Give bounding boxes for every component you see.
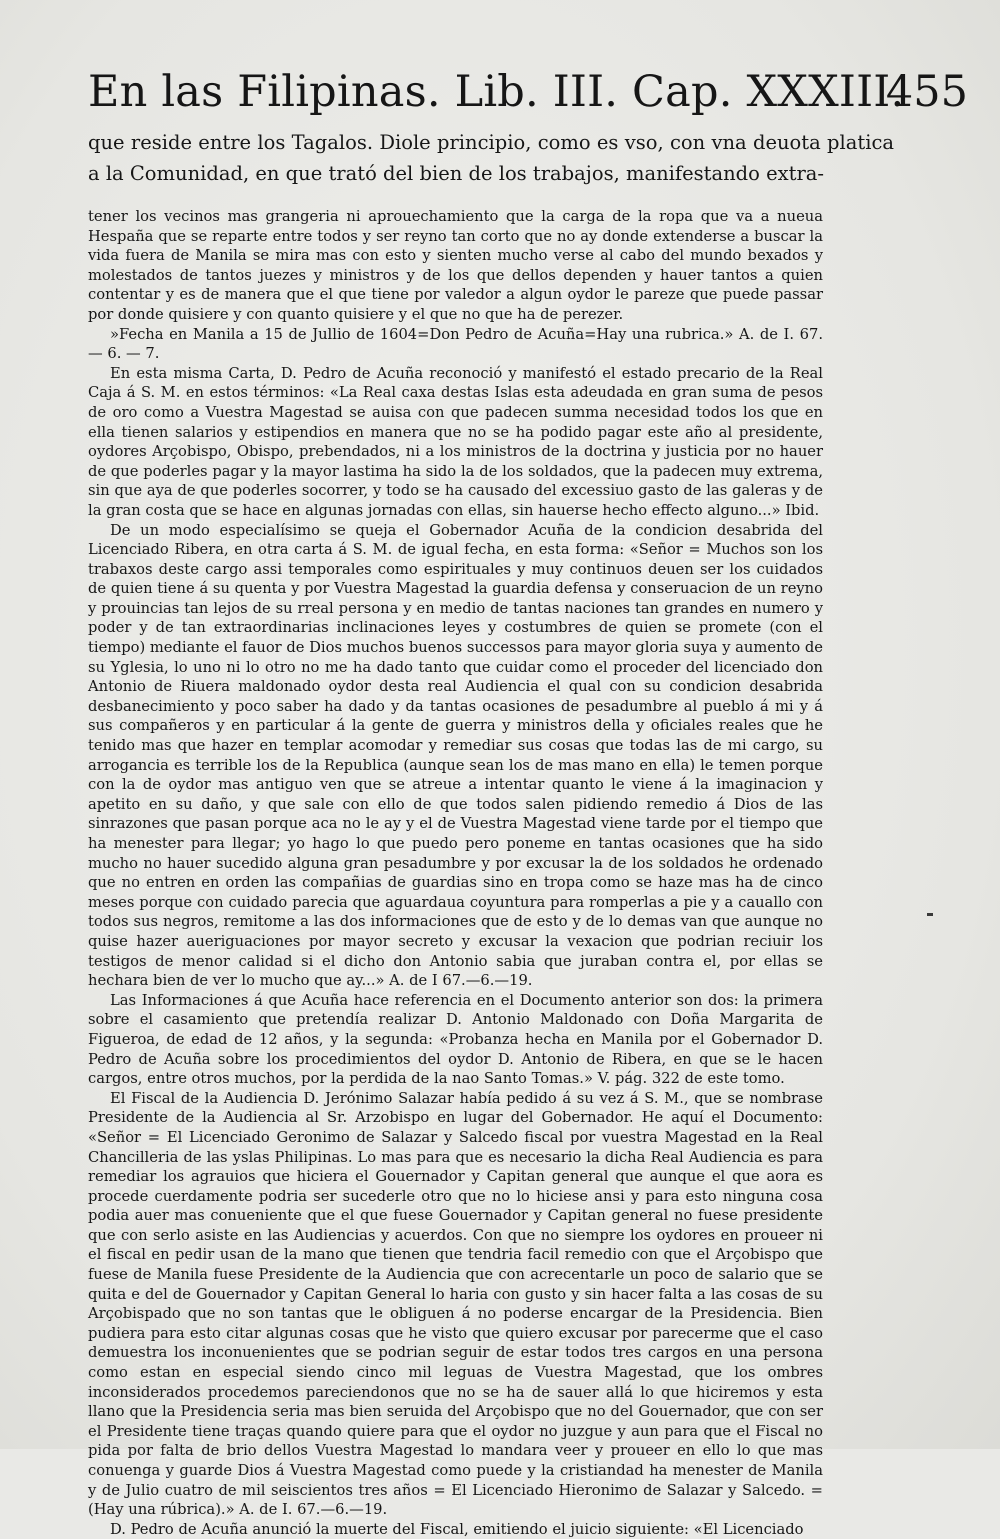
body-text: [88, 207, 823, 1539]
running-head: [88, 62, 968, 126]
paragraph: D. Pedro de Acuña anunció la muerte del Fiscal, emitiendo el juicio siguiente: «El Licenciado: [110, 1520, 804, 1538]
paragraph: »Fecha en Manila a 15 de Jullio de 1604=Don Pedro de Acuña=Hay una rubrica.» A. de I. 67. — 6. — 7.: [88, 325, 823, 363]
paragraph: En esta misma Carta, D. Pedro de Acuña reconoció y manifestó el estado precario de la Real Caja á S. M. en estos términos: «La Real caxa destas Islas esta adeudada en gran suma de pesos de oro como a Vuestra Magestad se auisa con que padecen summa necesidad todos los que en ella tienen salarios y estipendios en manera que no se ha podido pagar este año al presidente, oydores Arçobispo, Obispo, prebendados, ni a los ministros de la doctrina y justicia por no hauer de que poderles pagar y la mayor lastima ha sido la de los soldados, que la padecen muy extrema, sin que aya de que poderles socorrer, y todo se ha causado del excessiuo gasto de las galeras y de la gran costa que se hace en algunas jornadas con ellas, sin hauerse hecho effecto alguno...» Ibid.: [88, 364, 823, 519]
paragraph: Las Informaciones á que Acuña hace referencia en el Documento anterior son dos: la primera sobre el casamiento que pretendía realizar D. Antonio Maldonado con Doña Margarita de Figueroa, de edad de 12 años, y la segunda: «Probanza hecha en Manila por el Gobernador D. Pedro de Acuña sobre los procedimientos del oydor D. Antonio de Ribera, en que se le hacen cargos, entre otros muchos, por la perdida de la nao Santo Tomas.» V. pág. 322 de este tomo.: [88, 991, 823, 1088]
page-number: 455: [885, 67, 968, 117]
running-title: En las Filipinas. Lib. III. Cap. XXXIII.: [88, 67, 905, 117]
margin-mark: [927, 913, 933, 916]
paragraph: De un modo especialísimo se queja el Gobernador Acuña de la condicion desabrida del Licenciado Ribera, en otra carta á S. M. de igual fecha, en esta forma: «Señor = Muchos son los trabaxos deste cargo assi temporales como espirituales y muy continuos deuen ser los cuidados de quien tiene á su quenta y por Vuestra Magestad la guardia defensa y conseruacion de un reyno y prouincias tan lejos de su rreal persona y en medio de tantas naciones tan grandes en numero y poder y de tan extraordinarias inclinaciones leyes y costumbres de quien se promete (con el tiempo) mediante el fauor de Dios muchos buenos successos para mayor gloria suya y aumento de su Yglesia, lo uno ni lo otro no me ha dado tanto que cuidar como el proceder del licenciado don Antonio de Riuera maldonado oydor desta real Audiencia el qual con su condicion desabrida desbanecimiento y poco saber ha dado y da tantas ocasiones de pesadumbre al pueblo á mi y á sus compañeros y en particular á la gente de guerra y ministros della y oficiales reales que he tenido mas que hazer en templar acomodar y remediar sus cosas que todas las de mi cargo, su arrogancia es terrible los de la Republica (aunque sean los de mas mano en ella) le temen porque con la de oydor mas antiguo ven que se atreue a intentar quanto le viene á la imaginacion y apetito en su daño, y que sale con ello de que todos salen pidiendo remedio á Dios de las sinrazones que pasan porque aca no le ay y el de Vuestra Magestad viene tarde por el tiempo que ha menester para llegar; yo hago lo que puedo pero poneme en tantas ocasiones que ha sido mucho no hauer sucedido alguna gran pesadumbre y por excusar la de los soldados he ordenado que no entren en orden las compañias de guardias sino en tropa como se haze mas ha de cinco meses porque con cuidado parecia que aguardaua coyuntura para romperlas a pie y a cauallo con todos sus negros, remitome a las dos informaciones que de esto y de lo demas van que aunque no quise hazer aueriguaciones por mayor secreto y excusar la vexacion que podrian reciuir los testigos de menor calidad si el dicho don Antonio sabia que juraban contra el, por ellas se hechara bien de ver lo mucho que ay...» A. de I 67.—6.—19.: [88, 521, 823, 990]
paragraph: tener los vecinos mas grangeria ni aprouechamiento que la carga de la ropa que va a nueua Hespaña que se reparte entre todos y ser reyno tan corto que no ay donde extenderse a buscar la vida fuera de Manila se mira mas con esto y sienten mucho verse al cabo del mundo bexados y molestados de tantos juezes y ministros y de los que dellos dependen y hauer tantos a quien contentar y es de manera que el que tiene por valedor a algun oydor le pareze que puede passar por donde quisiere y con quanto quisiere y el que no que ha de perezer.: [88, 208, 823, 323]
paragraph: El Fiscal de la Audiencia D. Jerónimo Salazar había pedido á su vez á S. M., que se nombrase Presidente de la Audiencia al Sr. Arzobispo en lugar del Gobernador. He aquí el Documento: «Señor = El Licenciado Geronimo de Salazar y Salcedo fiscal por vuestra Magestad en la Real Chancilleria de las yslas Philipinas. Lo mas para que es necesario la dicha Real Audiencia es para remediar los agrauios que hiciera el Gouernador y Capitan general que aunque el que aora es procede cuerdamente podria ser sucederle otro que no lo hiciese ansi y para esto ninguna cosa podia auer mas conueniente que el que fuese Gouernador y Capitan general no fuese presidente que con serlo asiste en las Audiencias y acuerdos. Con que no siempre los oydores en proueer ni el fiscal en pedir usan de la mano que tienen que tendria facil remedio con que el Arçobispo que fuese de Manila fuese Presidente de la Audiencia que con acrecentarle un poco de salario que se quita e del de Gouernador y Capitan General lo haria con gusto y sin hacer falta a las cosas de su Arçobispado que no son tantas que le obliguen á no poderse encargar de la Presidencia. Bien pudiera para esto citar algunas cosas que he visto que quiero excusar por parecerme que el caso demuestra los inconuenientes que se podrian seguir de estar todos tres cargos en una persona como estan en especial siendo cinco mil leguas de Vuestra Magestad, que los ombres inconsiderados procedemos pareciendonos que no se ha de sauer allá lo que hiciremos y esta llano que la Presidencia seria mas bien seruida del Arçobispo que no del Gouernador, que con ser el Presidente tiene traças quando quiere para que el oydor no juzgue y aun para que el Fiscal no pida por falta de brio dellos Vuestra Magestad lo mandara veer y proueer en ello lo que mas conuenga y guarde Dios á Vuestra Magestad como puede y la cristiandad ha menester de Manila y de Julio cuatro de mil seiscientos tres años = El Licenciado Hieronimo de Salazar y Salcedo. = (Hay una rúbrica).» A. de I. 67.—6.—19.: [88, 1089, 823, 1519]
intro-paragraph: que reside entre los Tagalos. Diole principio, como es vso, con vna deuota platica a la Comunidad, en que trató del bien de los trabajos, manifestando extra-: [88, 131, 894, 185]
